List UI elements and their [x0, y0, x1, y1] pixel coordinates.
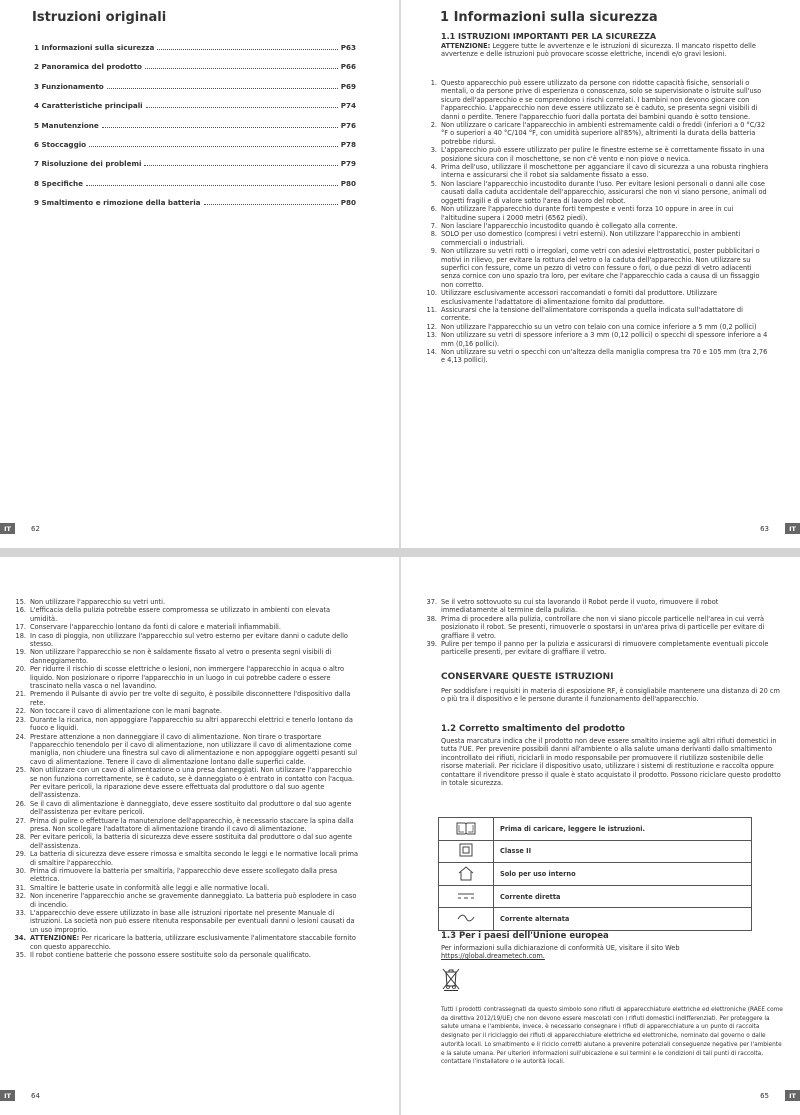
table-row	[439, 885, 752, 908]
list-item: 12. Non utilizzare l'apparecchio su un vetro con telaio con una cornice inferiore a 5 mm (0,2 pollici)	[426, 322, 757, 331]
list-item: 35. Il robot contiene batterie che possono essere sostituite solo da personale qualificato.	[15, 951, 311, 960]
page-footer	[0, 1090, 40, 1101]
toc-page: P66	[340, 62, 356, 72]
list-item: 17. Conservare l'apparecchio lontano da fonti di calore e materiali infiammabili.	[15, 623, 281, 632]
page-title: 1 Informazioni sulla sicurezza	[440, 10, 658, 25]
toc-label: 8 Specifiche	[34, 178, 84, 188]
toc-label: 6 Stoccaggio	[34, 139, 87, 149]
table-row	[439, 840, 752, 863]
rf-paragraph: Per soddisfare i requisiti in materia di esposizione RF, è consigliabile mantenere una distanza di 20 cm o più tra il dispositivo e le persone durante il funzionamento dell'apparecchio.	[441, 687, 780, 704]
list-item: 8. SOLO per uso domestico (compresi i vetri esterni). Non utilizzare l'apparecchio in ambienti commerciali o industriali.	[430, 230, 741, 247]
list-item: 24. Prestare attenzione a non danneggiare il cavo di alimentazione. Non tirare o trasportare l'apparecchio tenendolo per il cavo di alimentazione, non utilizzare il cavo di alimentazione come maniglia, non chiudere una finestra sul cavo di alimentazione e non appoggiare oggetti pesanti sul cavo di alimentazione. Tenere il cavo di alimentazione lontano dalle superfici calde.	[15, 732, 358, 766]
table-row	[439, 908, 752, 931]
disposal-paragraph: Questa marcatura indica che il prodotto non deve essere smaltito insieme agli altri rifiuti domestici in tutta l'UE. Per prevenire possibili danni all'ambiente o alla salute umana derivanti dallo smaltimento incontrollato dei rifiuti, riciclarli in modo responsabile per promuovere il riutilizzo sostenibile delle risorse materiali. Per riciclare il dispositivo usato, utilizzare i sistemi di restituzione e raccolta oppure contattare il rivenditore presso il quale è stato acquistato il prodotto. Possono riciclare questo prodotto in totale sicurezza.	[441, 737, 781, 788]
list-item: 19. Non utilizzare l'apparecchio se non è saldamente fissato al vetro o presenta segni visibili di danneggiamento.	[15, 648, 332, 665]
list-item: 30. Prima di rimuovere la batteria per smaltirla, l'apparecchio deve essere scollegato dalla presa elettrica.	[15, 867, 338, 884]
list-item: 3. L'apparecchio può essere utilizzato per pulire le finestre esterne se è correttamente fissato in una posizione sicura con il moschettone, se non c'è vento e non piove o nevica.	[430, 146, 765, 163]
toc-page: P69	[340, 81, 356, 91]
toc-page: P79	[340, 159, 356, 169]
toc-leader	[204, 204, 338, 205]
spread-divider	[0, 548, 800, 557]
toc-entry[interactable]	[34, 179, 356, 198]
toc-label: 3 Funzionamento	[34, 81, 104, 91]
page-title: Istruzioni originali	[32, 10, 167, 25]
list-item: 16. L'efficacia della pulizia potrebbe essere compromessa se utilizzato in ambienti con elevata umidità.	[15, 606, 330, 623]
list-item: 10. Utilizzare esclusivamente accessori raccomandati o forniti dal produttore. Utilizzare esclusivamente l'adattatore di alimentazione fornito dal produttore.	[426, 289, 718, 306]
section-subtitle: 1.2 Corretto smaltimento del prodotto	[441, 724, 625, 734]
eu-link[interactable]: https://global.dreametech.com.	[441, 952, 545, 961]
list-item: 31. Smaltire le batterie usate in conformità alle leggi e alle normative locali.	[15, 883, 270, 892]
list-item: 11. Assicurarsi che la tensione dell'alimentatore corrisponda a quella indicata sull'adattatore di corrente.	[426, 305, 743, 323]
toc-label: 4 Caratteristiche principali	[34, 101, 143, 111]
list-item: 26. Se il cavo di alimentazione è danneggiato, deve essere sostituito dal produttore o dal suo agente dell'assistenza per evitare pericoli.	[15, 799, 352, 817]
toc-entry[interactable]	[34, 101, 356, 120]
toc-label: 1 Informazioni sulla sicurezza	[34, 43, 155, 52]
page-number: 62	[31, 524, 40, 533]
language-tag: IT	[785, 523, 800, 534]
page-number: 65	[760, 1091, 769, 1100]
page-62	[0, 0, 399, 548]
toc-leader	[146, 107, 338, 108]
language-tag: IT	[0, 523, 15, 534]
toc-label: 9 Smaltimento e rimozione della batteria	[34, 198, 201, 208]
list-item: 33. L'apparecchio deve essere utilizzato in base alle istruzioni riportate nel presente Manuale di istruzioni. La società non può essere ritenuta responsabile per eventuali danni o lesioni causati da un uso improprio.	[15, 909, 355, 934]
warning-label: ATTENZIONE:	[30, 934, 80, 943]
list-item: 18. In caso di pioggia, non utilizzare l'apparecchio sul vetro esterno per evitare danni o cadute dello stesso.	[15, 631, 348, 649]
toc-page: P76	[340, 120, 356, 130]
warning-paragraph	[441, 42, 784, 59]
eu-paragraph: Per informazioni sulla dichiarazione di conformità UE, visitare il sito Web https://global.dreametech.com.	[441, 944, 680, 961]
list-item: 20. Per ridurre il rischio di scosse elettriche o lesioni, non immergere l'apparecchio in acqua o altro liquido. Non posizionare o riporre l'apparecchio in un luogo in cui potrebbe cadere o essere trascinato nella vasca o nel lavandino.	[15, 665, 345, 691]
toc-page: P63	[340, 43, 356, 52]
list-item: 1. Questo apparecchio può essere utilizzato da persone con ridotte capacità fisiche, sensoriali o mentali, o da persone prive di esperienza o conoscenza, solo se supervisionate o istruite sull'uso sicuro dell'apparecchio e se comprendono i rischi correlati. I bambini non devono giocare con l'apparecchio. L'apparecchio non deve essere utilizzato se è caduto, se presenta segni visibili di danni o perdite. Tenere l'apparecchio fuori dalla portata dei bambini quando è sotto tensione.	[430, 79, 762, 121]
warning-text: Leggere tutte le avvertenze e le istruzioni di sicurezza. Il mancato rispetto delle avvertenze e delle istruzioni può provocare scosse elettriche, incendi e/o gravi lesioni.	[441, 42, 756, 59]
toc-page: P78	[340, 139, 356, 149]
safety-list	[14, 598, 359, 959]
symbol-label: Corrente diretta	[494, 885, 752, 908]
list-item: 21. Premendo il Pulsante di avvio per tre volte di seguito, è possibile disconnettere l'dispositivo dalla rete.	[15, 690, 351, 707]
list-item: 27. Prima di pulire o effettuare la manutenzione dell'apparecchio, è necessario staccare la spina dalla presa. Non scollegare l'adattatore di alimentazione tirando il cavo di alimentazione.	[15, 816, 354, 833]
list-item: 7. Non lasciare l'apparecchio incustodito quando è collegato alla corrente.	[430, 221, 678, 230]
ac-icon	[439, 908, 494, 931]
list-item: 13. Non utilizzare su vetri di spessore inferiore a 3 mm (0,12 pollici) o specchi di spessore inferiore a 4 mm (0,16 pollici).	[426, 331, 768, 348]
toc-label: 7 Risoluzione dei problemi	[34, 159, 142, 169]
list-item: 6. Non utilizzare l'apparecchio durante forti tempeste e venti forza 10 oppure in aree in cui l'altitudine supera i 2000 metri (6562 piedi).	[430, 205, 734, 222]
toc-label: 5 Manutenzione	[34, 120, 99, 130]
list-item: 39. Pulire per tempo il panno per la pulizia e assicurarsi di rimuovere completamente eventuali piccole particelle presenti, per evitare di graffiare il vetro.	[426, 640, 769, 657]
page-65	[401, 557, 800, 1115]
list-item: 34. ATTENZIONE: Per ricaricare la batteria, utilizzare esclusivamente l'alimentatore staccabile fornito con questo apparecchio.	[14, 934, 356, 951]
toc-leader	[145, 68, 338, 69]
toc-page: P80	[340, 178, 356, 188]
warning-label: ATTENZIONE:	[441, 42, 491, 50]
list-item: 28. Per evitare pericoli, la batteria di sicurezza deve essere sostituita dal produttore o dal suo agente dell'assistenza.	[15, 833, 353, 850]
toc-leader	[102, 127, 338, 128]
page-footer	[0, 523, 40, 534]
toc-entry[interactable]	[34, 198, 356, 217]
symbol-label: Classe II	[494, 840, 752, 863]
safety-list	[425, 79, 770, 365]
table-of-contents	[34, 43, 356, 218]
page-number: 63	[760, 524, 769, 533]
list-item: 37. Se il vetro sottovuoto su cui sta lavorando il Robot perde il vuoto, rimuovere il robot immediatamente al termine della pulizia.	[426, 598, 719, 615]
language-tag: IT	[0, 1090, 15, 1101]
toc-page: P80	[340, 198, 356, 208]
toc-entry[interactable]	[34, 62, 356, 81]
section-subtitle: 1.3 Per i paesi dell'Unione europea	[441, 931, 609, 941]
table-row	[439, 863, 752, 886]
house-icon	[439, 863, 494, 886]
list-item: 23. Durante la ricarica, non appoggiare l'apparecchio su altri apparecchi elettrici e tenerlo lontano da fuoco e liquidi.	[15, 715, 353, 733]
weee-paragraph: Tutti i prodotti contrassegnati da questo simbolo sono rifiuti di apparecchiature elettriche ed elettroniche (RAEE come da direttiva 2012/19/UE) che non devono essere mescolati con i rifiuti domestici indifferenziati. Per proteggere la salute umana e l'ambiente, invece, è necessario consegnare i rifiuti di apparecchiature a un punto di raccolta designato per il riciclaggio dei rifiuti di apparecchiature elettriche ed elettroniche, nominato dal governo o dalle autorità locali. Lo smaltimento e il riciclo corretti aiutano a prevenire potenziali conseguenze negative per l'ambiente e la salute umana. Per ulteriori informazioni sull'ubicazione e sui termini e le condizioni di tali punti di raccolta, contattare l'installatore o le autorità locali.	[441, 1007, 783, 1066]
page-63	[401, 0, 800, 548]
symbols-table	[438, 817, 752, 931]
safety-list	[425, 598, 770, 657]
list-item: 32. Non incenerire l'apparecchio anche se gravemente danneggiato. La batteria può esplodere in caso di incendio.	[15, 892, 357, 909]
list-item: 5. Non lasciare l'apparecchio incustodito durante l'uso. Per evitare lesioni personali o danni alle cose causati dalla caduta accidentale dell'apparecchio, assicurarsi che non vi siano persone, animali od oggetti fragili e di valore sotto l'area di lavoro del robot.	[430, 179, 767, 205]
page-footer	[760, 1090, 800, 1101]
page-number: 64	[31, 1091, 40, 1100]
toc-entry[interactable]	[34, 140, 356, 159]
toc-leader	[89, 146, 338, 147]
toc-leader	[86, 185, 338, 186]
class-ii-icon	[439, 840, 494, 863]
toc-entry[interactable]	[34, 121, 356, 140]
toc-label: 2 Panoramica del prodotto	[34, 62, 142, 72]
symbol-label: Solo per uso interno	[494, 863, 752, 886]
list-item: 15. Non utilizzare l'apparecchio su vetri unti.	[15, 598, 166, 606]
toc-leader	[144, 165, 337, 166]
list-item: 25. Non utilizzare con un cavo di alimentazione o una presa danneggiati. Non utilizzare l'apparecchio se non funziona correttamente, se è caduto, se è danneggiato o è entrato in contatto con l'acqua. Per evitare pericoli, la riparazione deve essere effettuata dal produttore o dal suo agente dell'assistenza.	[15, 766, 355, 800]
weee-bin-icon	[441, 967, 461, 995]
list-item: 2. Non utilizzare o caricare l'apparecchio in ambienti estremamente caldi o freddi (inferiori a 0 °C/32 °F o superiori a 40 °C/104 °F, con umidità superiore all'85%), altrimenti la durata della batteria potrebbe ridursi.	[430, 121, 766, 146]
dc-icon	[439, 885, 494, 908]
page-64	[0, 557, 399, 1115]
section-heading: CONSERVARE QUESTE ISTRUZIONI	[441, 672, 614, 682]
list-item: 4. Prima dell'uso, utilizzare il moschettone per agganciare il cavo di sicurezza a una robusta ringhiera interna e assicurarsi che il robot sia saldamente fissato a esso.	[430, 163, 769, 180]
list-item: 29. La batteria di sicurezza deve essere rimossa e smaltita secondo le leggi e le normative locali prima di smaltire l'apparecchio.	[15, 850, 359, 867]
language-tag: IT	[785, 1090, 800, 1101]
toc-entry[interactable]	[34, 82, 356, 101]
page-footer	[760, 523, 800, 534]
toc-entry[interactable]	[34, 159, 356, 178]
toc-page: P74	[340, 101, 356, 111]
toc-entry[interactable]	[34, 43, 356, 62]
symbol-label: Prima di caricare, leggere le istruzioni.	[494, 818, 752, 841]
section-subtitle: 1.1 ISTRUZIONI IMPORTANTI PER LA SICUREZZA	[441, 32, 657, 41]
list-item: 22. Non toccare il cavo di alimentazione con le mani bagnate.	[15, 707, 222, 716]
book-icon	[439, 818, 494, 841]
symbol-label: Corrente alternata	[494, 908, 752, 931]
toc-leader	[157, 49, 337, 50]
toc-leader	[107, 88, 338, 89]
list-item: 9. Non utilizzare su vetri rotti o irregolari, come vetri con adesivi elettrostatici, poster pubblicitari o motivi in rilievo, per evitare la rottura del vetro o la caduta dell'apparecchio. Non utilizzare su superfici con fessure, come un pezzo di vetro con fessure o fori, o due pezzi di vetro adiacenti senza cornice con uno spazio tra loro, per evitare che l'apparecchio cada a causa di un fissaggio non corretto.	[430, 247, 760, 289]
list-item: 14. Non utilizzare su vetri o specchi con un'altezza della maniglia compresa tra 70 e 105 mm (tra 2,76 e 4,13 pollici).	[426, 348, 768, 365]
table-row	[439, 818, 752, 841]
list-item: 38. Prima di procedere alla pulizia, controllare che non vi siano piccole particelle nell'area in cui verrà posizionato il robot. Se presenti, rimuoverle o spostarsi in un'area priva di particelle per evitare di graffiare il vetro.	[426, 614, 765, 640]
